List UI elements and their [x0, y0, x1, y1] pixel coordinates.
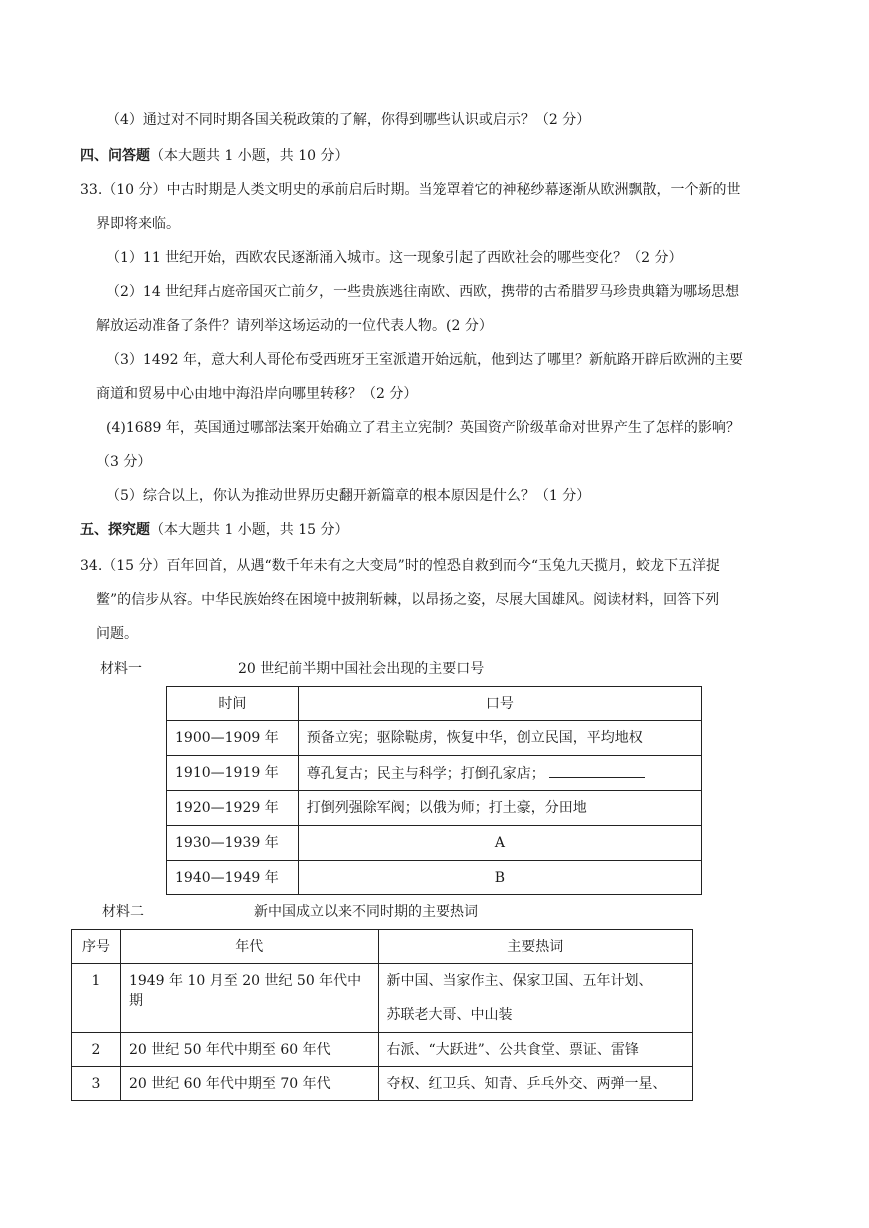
section-5-heading — [80, 520, 349, 540]
row-hot-words-line-1: 新中国、当家作主、保家卫国、五年计划、 — [386, 973, 653, 989]
row-slogans: 尊孔复古；民主与科学；打倒孔家店； — [306, 765, 545, 782]
header-slogan: 口号 — [298, 687, 701, 721]
question-33-part-3-line-2: 商道和贸易中心由地中海沿岸向哪里转移？（2 分） — [96, 386, 418, 402]
row-hot-words: 夺权、红卫兵、知青、乒乓外交、两弹一星、 — [378, 1067, 692, 1101]
table-row — [167, 826, 702, 861]
material-1-table — [166, 686, 702, 895]
row-period: 1900—1909 年 — [167, 721, 299, 756]
section-4-heading — [80, 146, 349, 166]
question-33-part-1: （1）11 世纪开始，西欧农民逐渐涌入城市。这一现象引起了西欧社会的哪些变化？（2 分） — [106, 250, 683, 266]
question-34-stem-line-1: 34.（15 分）百年回首，从遇“数千年未有之大变局”时的惶恐自救到而今“玉兔九天揽月，蛟龙下五洋捉 — [80, 558, 720, 574]
table-row — [167, 721, 702, 756]
row-slogans: 预备立宪；驱除鞑虏，恢复中华，创立民国，平均地权 — [298, 721, 701, 756]
row-era: 20 世纪 50 年代中期至 60 年代 — [120, 1033, 378, 1067]
table-header-row — [167, 687, 702, 721]
row-slogans: 打倒列强除军阀；以俄为师；打土豪，分田地 — [298, 791, 701, 826]
question-34-stem-line-3: 问题。 — [96, 626, 138, 642]
table-header-row — [72, 930, 693, 964]
row-number: 3 — [72, 1067, 121, 1101]
question-33-part-5: （5）综合以上，你认为推动世界历史翻开新篇章的根本原因是什么？（1 分） — [106, 488, 591, 504]
table-row — [72, 964, 693, 1033]
header-hot-words: 主要热词 — [378, 930, 692, 964]
row-period: 1920—1929 年 — [167, 791, 299, 826]
row-slogans-cell — [298, 756, 701, 791]
row-era: 1949 年 10 月至 20 世纪 50 年代中期 — [120, 964, 378, 1033]
question-33-part-2-line-2: 解放运动准备了条件？请列举这场运动的一位代表人物。(2 分） — [96, 318, 493, 334]
row-period: 1930—1939 年 — [167, 826, 299, 861]
material-2-table — [71, 929, 693, 1101]
row-period: 1940—1949 年 — [167, 861, 299, 895]
section-4-note: （本大题共 1 小题，共 10 分） — [150, 148, 349, 164]
header-number: 序号 — [72, 930, 121, 964]
answer-blank — [549, 763, 645, 778]
table-row — [167, 791, 702, 826]
row-hot-words-line-2: 苏联老大哥、中山装 — [386, 1007, 513, 1023]
table-row — [167, 756, 702, 791]
row-slogans: A — [298, 826, 701, 861]
material-1-label: 材料一 — [100, 661, 142, 677]
header-time: 时间 — [167, 687, 299, 721]
row-hot-words: 右派、“大跃进”、公共食堂、票证、雷锋 — [378, 1033, 692, 1067]
table-row — [72, 1067, 693, 1101]
header-era: 年代 — [120, 930, 378, 964]
section-5-note: （本大题共 1 小题，共 15 分） — [150, 522, 349, 538]
question-33-part-4-line-1: (4)1689 年，英国通过哪部法案开始确立了君主立宪制？英国资产阶级革命对世界产生了怎样的影响？ — [106, 420, 740, 436]
table-row — [72, 1033, 693, 1067]
question-32-4: （4）通过对不同时期各国关税政策的了解，你得到哪些认识或启示？（2 分） — [106, 112, 591, 128]
section-4-title: 四、问答题 — [80, 148, 150, 164]
row-number: 1 — [72, 964, 121, 1033]
row-hot-words-cell — [378, 964, 692, 1033]
table-row — [167, 861, 702, 895]
question-33-part-2-line-1: （2）14 世纪拜占庭帝国灭亡前夕，一些贵族逃往南欧、西欧，携带的古希腊罗马珍贵典籍为哪场思想 — [106, 284, 740, 300]
question-34-stem-line-2: 鳖”的信步从容。中华民族始终在困境中披荆斩棘，以昂扬之姿，尽展大国雄风。阅读材料，回答下列 — [96, 592, 720, 608]
row-era: 20 世纪 60 年代中期至 70 年代 — [120, 1067, 378, 1101]
row-slogans: B — [298, 861, 701, 895]
row-number: 2 — [72, 1033, 121, 1067]
row-period: 1910—1919 年 — [167, 756, 299, 791]
question-33-stem-line-2: 界即将来临。 — [96, 216, 180, 232]
question-33-part-3-line-1: （3）1492 年，意大利人哥伦布受西班牙王室派遣开始远航，他到达了哪里？新航路开辟后欧洲的主要 — [106, 352, 743, 368]
question-33-part-4-line-2: （3 分） — [96, 454, 152, 470]
section-5-title: 五、探究题 — [80, 522, 150, 538]
material-2-title: 新中国成立以来不同时期的主要热词 — [254, 904, 478, 920]
material-1-title: 20 世纪前半期中国社会出现的主要口号 — [238, 661, 485, 677]
material-2-label: 材料二 — [102, 904, 144, 920]
question-33-stem-line-1: 33.（10 分）中古时期是人类文明史的承前启后时期。当笼罩着它的神秘纱幕逐渐从欧洲飘散，一个新的世 — [80, 182, 741, 198]
